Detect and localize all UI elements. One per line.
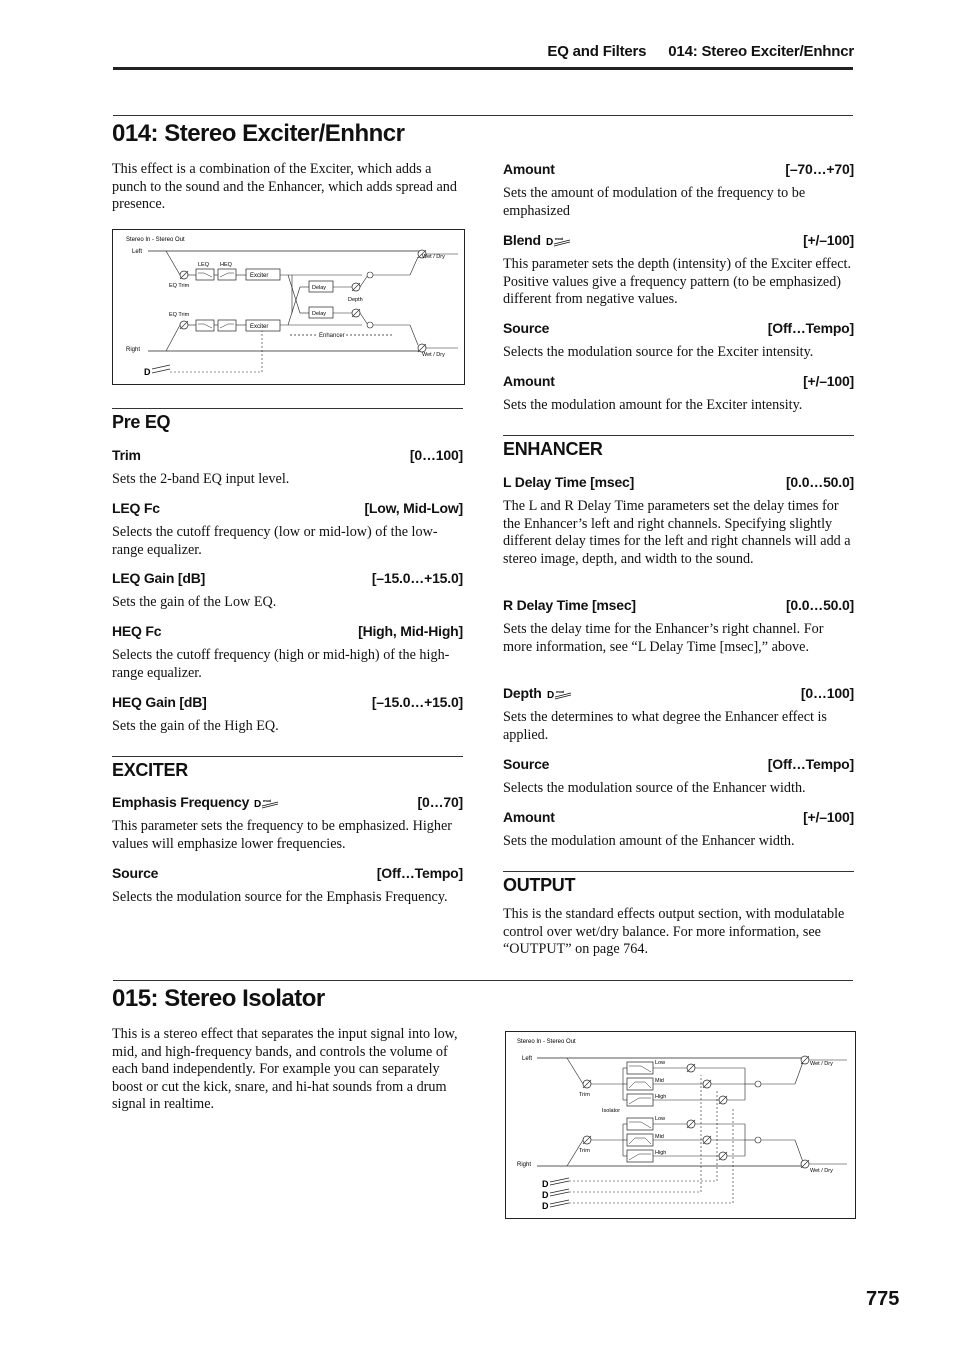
- param-emphasis-amount: Amount [–70…+70]: [503, 161, 854, 177]
- pre-eq-rule: [112, 408, 463, 409]
- svg-text:EQ Trim: EQ Trim: [169, 312, 190, 318]
- svg-text:Isolator: Isolator: [602, 1108, 621, 1114]
- svg-text:Exciter: Exciter: [250, 324, 269, 330]
- dmod-icon: [254, 797, 280, 809]
- page-number: 775: [866, 1288, 900, 1310]
- svg-text:Mid: Mid: [655, 1078, 664, 1084]
- svg-text:Left: Left: [522, 1056, 533, 1062]
- param-emphasis-amount-desc: Sets the amount of modulation of the frequency to be emphasized: [503, 185, 806, 219]
- param-heq-gain-desc: Sets the gain of the High EQ.: [112, 718, 279, 734]
- isolator-rule: [113, 980, 853, 981]
- param-trim-desc: Sets the 2-band EQ input level.: [112, 471, 290, 487]
- param-heq-gain: HEQ Gain [dB] [–15.0…+15.0]: [112, 694, 463, 710]
- output-heading: OUTPUT: [503, 875, 576, 895]
- param-emphasis-frequency: Emphasis Frequency D mod [0…70]: [112, 794, 463, 810]
- param-emphasis-frequency-desc: This parameter sets the frequency to be emphasized. Higher values will emphasize lower frequencies.: [112, 818, 452, 852]
- isolator-block-diagram: [505, 1031, 857, 1220]
- param-depth-amount: Amount [+/–100]: [503, 809, 854, 825]
- svg-text:High: High: [655, 1150, 667, 1156]
- param-blend-source: Source [Off…Tempo]: [503, 320, 854, 336]
- svg-text:D: D: [542, 1179, 549, 1189]
- param-depth-source-desc: Selects the modulation source of the Enhancer width.: [503, 780, 806, 796]
- header-rule: [113, 67, 853, 70]
- svg-text:Low: Low: [655, 1060, 666, 1066]
- svg-text:Delay: Delay: [312, 285, 327, 291]
- exciter-rule: [112, 756, 463, 757]
- pre-eq-heading: Pre EQ: [112, 412, 171, 432]
- param-depth-amount-desc: Sets the modulation amount of the Enhancer width.: [503, 833, 795, 849]
- svg-text:Mid: Mid: [655, 1134, 664, 1140]
- param-l-delay-desc: The L and R Delay Time parameters set the delay times for the Enhancer’s left and right channels. Specifying slightly different delay times for the left and right channels will add a stereo image, depth, and width to the sound.: [503, 498, 851, 567]
- param-blend-source-desc: Selects the modulation source for the Exciter intensity.: [503, 344, 814, 360]
- svg-text:Right: Right: [517, 1162, 532, 1168]
- isolator-io-label: Stereo In - Stereo Out: [517, 1039, 576, 1045]
- svg-text:Wet / Dry: Wet / Dry: [810, 1168, 833, 1174]
- svg-text:Left: Left: [132, 249, 143, 255]
- exciter-block-diagram: [112, 229, 466, 386]
- isolator-title: 015: Stereo Isolator: [112, 985, 325, 1012]
- svg-text:mod: mod: [554, 236, 563, 242]
- title-rule: [113, 115, 853, 116]
- param-r-delay: R Delay Time [msec] [0.0…50.0]: [503, 597, 854, 613]
- svg-text:Wet / Dry: Wet / Dry: [422, 254, 445, 260]
- running-header: [529, 43, 854, 60]
- enhancer-rule: [503, 435, 854, 436]
- svg-text:mod: mod: [263, 798, 272, 804]
- svg-text:Delay: Delay: [312, 311, 327, 317]
- param-heq-fc-desc: Selects the cutoff frequency (high or mid-high) of the high-range equalizer.: [112, 647, 450, 681]
- param-blend-amount-desc: Sets the modulation amount for the Exciter intensity.: [503, 397, 803, 413]
- param-blend-desc: This parameter sets the depth (intensity) of the Exciter effect. Positive values give a frequency pattern (to be emphasized) different from negative values.: [503, 256, 851, 307]
- diagram-io-label: Stereo In - Stereo Out: [126, 237, 185, 243]
- header-section: EQ and Filters: [547, 43, 647, 60]
- svg-text:EQ Trim: EQ Trim: [169, 283, 190, 289]
- svg-text:D: D: [542, 1201, 549, 1211]
- dmod-icon: [547, 688, 573, 700]
- param-depth: Depth D mod [0…100]: [503, 685, 854, 701]
- param-emphasis-source-desc: Selects the modulation source for the Emphasis Frequency.: [112, 889, 448, 905]
- param-l-delay: L Delay Time [msec] [0.0…50.0]: [503, 474, 854, 490]
- param-leq-gain: LEQ Gain [dB] [–15.0…+15.0]: [112, 570, 463, 586]
- svg-text:LEQ: LEQ: [198, 262, 210, 268]
- param-depth-source: Source [Off…Tempo]: [503, 756, 854, 772]
- param-trim: Trim [0…100]: [112, 447, 463, 463]
- svg-text:Wet / Dry: Wet / Dry: [810, 1061, 833, 1067]
- svg-text:High: High: [655, 1094, 667, 1100]
- svg-text:D: D: [546, 690, 554, 701]
- header-effect: 014: Stereo Exciter/Enhncr: [668, 43, 854, 60]
- svg-text:HEQ: HEQ: [220, 262, 232, 268]
- svg-text:Right: Right: [126, 347, 141, 353]
- output-desc: This is the standard effects output section, with modulatable control over wet/dry balance. For more information, see “OUTPUT” on page 764.: [503, 906, 845, 957]
- param-leq-fc-desc: Selects the cutoff frequency (low or mid-low) of the low-range equalizer.: [112, 524, 438, 558]
- svg-text:Depth: Depth: [348, 297, 363, 303]
- param-leq-gain-desc: Sets the gain of the Low EQ.: [112, 594, 277, 610]
- effect-intro: This effect is a combination of the Exciter, which adds a punch to the sound and the Enhancer, which adds spread and presence.: [112, 161, 457, 212]
- param-blend: Blend D mod [+/–100]: [503, 232, 854, 248]
- svg-text:D: D: [545, 237, 553, 248]
- page-title: 014: Stereo Exciter/Enhncr: [112, 120, 405, 147]
- isolator-intro: This is a stereo effect that separates the input signal into low, mid, and high-frequency bands, and controls the volume of each band independently. For example you can separately boost or cut the kick, snare, and hi-hat sounds from a drum signal in realtime.: [112, 1026, 458, 1112]
- enhancer-heading: ENHANCER: [503, 439, 603, 459]
- svg-text:D: D: [254, 799, 262, 810]
- svg-text:Wet / Dry: Wet / Dry: [422, 352, 445, 358]
- svg-text:Trim: Trim: [579, 1092, 590, 1098]
- svg-text:mod: mod: [555, 689, 564, 695]
- svg-text:D: D: [542, 1190, 549, 1200]
- svg-text:Exciter: Exciter: [250, 273, 269, 279]
- param-leq-fc: LEQ Fc [Low, Mid-Low]: [112, 500, 463, 516]
- svg-text:Enhancer: Enhancer: [319, 333, 345, 339]
- svg-text:Trim: Trim: [579, 1148, 590, 1154]
- exciter-heading: EXCITER: [112, 760, 188, 780]
- param-emphasis-source: Source [Off…Tempo]: [112, 865, 463, 881]
- svg-text:Low: Low: [655, 1116, 666, 1122]
- dmod-icon: [546, 235, 572, 247]
- output-rule: [503, 871, 854, 872]
- svg-text:D: D: [144, 367, 151, 377]
- param-depth-desc: Sets the determines to what degree the Enhancer effect is applied.: [503, 709, 827, 743]
- param-blend-amount: Amount [+/–100]: [503, 373, 854, 389]
- param-r-delay-desc: Sets the delay time for the Enhancer’s right channel. For more information, see “L Delay Time [msec],” above.: [503, 621, 824, 655]
- param-heq-fc: HEQ Fc [High, Mid-High]: [112, 623, 463, 639]
